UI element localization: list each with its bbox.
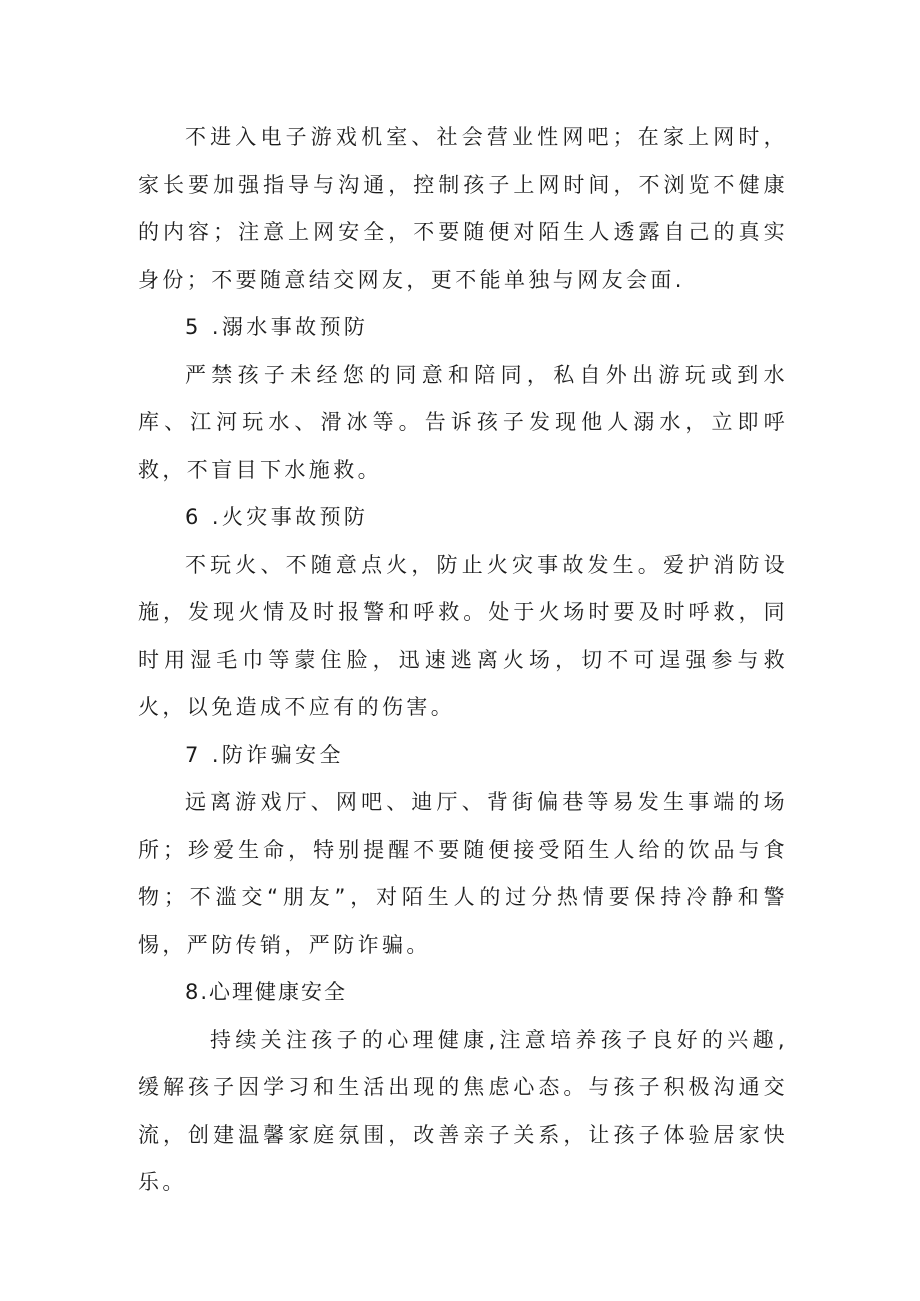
fire-prevention-paragraph: 不玩火、不随意点火，防止火灾事故发生。爱护消防设施，发现火情及时报警和呼救。处于火场时要及时呼救，同时用湿毛巾等蒙住脸，迅速逃离火场，切不可逞强参与救火，以免造成不应有的伤害。 xyxy=(138,552,788,719)
section-heading-fire-prevention: 6 .火灾事故预防 xyxy=(185,505,369,529)
internet-safety-paragraph: 不进入电子游戏机室、社会营业性网吧；在家上网时，家长要加强指导与沟通，控制孩子上网时间，不浏览不健康的内容；注意上网安全，不要随便对陌生人透露自己的真实身份；不要随意结交网友，更不能单独与网友会面. xyxy=(138,125,788,292)
mental-health-paragraph: 持续关注孩子的心理健康,注意培养孩子良好的兴趣,缓解孩子因学习和生活出现的焦虑心态。与孩子积极沟通交流，创建温馨家庭氛围，改善亲子关系，让孩子体验居家快乐。 xyxy=(138,1027,788,1194)
section-heading-mental-health: 8.心理健康安全 xyxy=(185,980,348,1004)
drowning-prevention-paragraph: 严禁孩子未经您的同意和陪同，私自外出游玩或到水库、江河玩水、滑冰等。告诉孩子发现他人溺水，立即呼救，不盲目下水施救。 xyxy=(138,362,788,482)
fraud-prevention-paragraph: 远离游戏厅、网吧、迪厅、背街偏巷等易发生事端的场所；珍爱生命，特别提醒不要随便接受陌生人给的饮品与食物；不滥交“朋友”，对陌生人的过分热情要保持冷静和警惕，严防传销，严防诈骗。 xyxy=(138,790,788,957)
section-heading-drowning-prevention: 5 .溺水事故预防 xyxy=(185,315,369,339)
section-heading-fraud-prevention: 7 .防诈骗安全 xyxy=(185,742,344,767)
document-body xyxy=(138,114,788,1207)
